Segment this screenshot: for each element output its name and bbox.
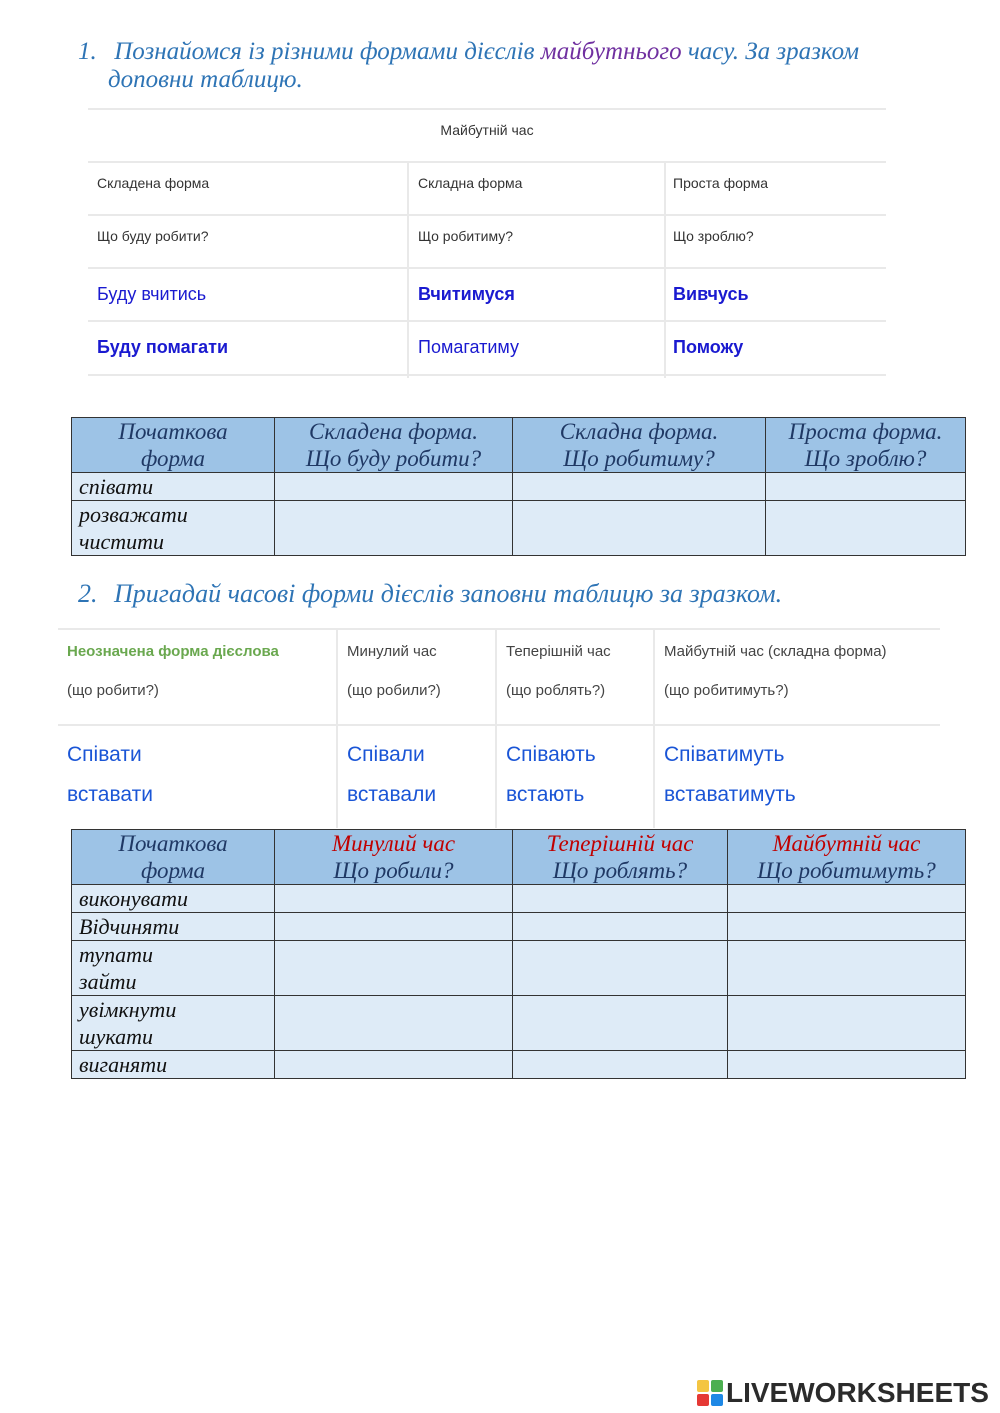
sample2-answer: Співатимуть xyxy=(664,743,785,766)
answer-input[interactable] xyxy=(513,945,727,968)
answer-input[interactable] xyxy=(275,1055,512,1078)
answer-cell[interactable] xyxy=(728,913,966,941)
sample2-vdivider xyxy=(495,628,497,828)
logo-square xyxy=(697,1380,709,1392)
task1-heading xyxy=(78,38,958,94)
sample2-header-past: Минулий час xyxy=(347,643,437,660)
sample1-vdivider xyxy=(407,161,409,378)
task2-text: Пригадай часові форми дієслів заповни таблицю за зразком. xyxy=(114,579,783,608)
sample1-divider xyxy=(88,214,886,216)
answer-cell[interactable] xyxy=(513,885,728,913)
answer-cell[interactable] xyxy=(728,996,966,1051)
answer-input[interactable] xyxy=(275,889,512,912)
sample1-answer: Буду помагати xyxy=(97,337,229,357)
liveworksheets-brand: LIVEWORKSHEETS xyxy=(726,1377,989,1408)
sample2-answer: Співати xyxy=(67,743,142,766)
answer-input[interactable] xyxy=(275,945,512,968)
answer-input[interactable] xyxy=(513,889,727,912)
answer-cell[interactable] xyxy=(728,941,966,996)
sample2-answer: вставали xyxy=(347,783,437,806)
sample1-divider xyxy=(88,267,886,269)
answer-cell[interactable] xyxy=(766,473,966,501)
sample2-answer: Співали xyxy=(347,743,425,766)
sample2-header-infinitive: Неозначена форма дієслова xyxy=(67,643,279,660)
liveworksheets-logo-icon xyxy=(697,1380,723,1406)
answer-cell[interactable] xyxy=(513,941,728,996)
answer-cell[interactable] xyxy=(275,501,513,556)
answer-cell[interactable] xyxy=(513,1051,728,1079)
task2-number: 2. xyxy=(78,579,98,608)
task1-highlight: майбутнього xyxy=(540,38,682,65)
answer-input[interactable] xyxy=(513,477,765,500)
table1-header-row xyxy=(72,418,966,473)
answer-input[interactable] xyxy=(275,505,512,528)
answer-cell[interactable] xyxy=(766,501,966,556)
answer-cell[interactable] xyxy=(275,885,513,913)
logo-square xyxy=(711,1380,723,1392)
answer-input[interactable] xyxy=(728,889,965,912)
sample1-header-compound: Складена форма xyxy=(97,175,210,191)
answer-cell[interactable] xyxy=(728,1051,966,1079)
sample2-question: (що робитимуть?) xyxy=(664,682,789,699)
answer-cell[interactable] xyxy=(275,1051,513,1079)
table1-verb: співати xyxy=(72,473,275,501)
table-row xyxy=(72,1051,966,1079)
table2-verb: виганяти xyxy=(72,1051,275,1079)
answer-input[interactable] xyxy=(513,917,727,940)
liveworksheets-logo xyxy=(697,1377,989,1409)
answer-cell[interactable] xyxy=(728,885,966,913)
sample2-divider xyxy=(58,628,940,630)
sample1-question: Що робитиму? xyxy=(418,228,514,244)
table2-header-row xyxy=(72,830,966,885)
sample1-divider xyxy=(88,374,886,376)
answer-input[interactable] xyxy=(728,945,965,968)
answer-cell[interactable] xyxy=(513,473,766,501)
answer-cell[interactable] xyxy=(275,996,513,1051)
sample1-divider xyxy=(88,161,886,163)
sample1-vdivider xyxy=(664,161,666,378)
answer-cell[interactable] xyxy=(513,913,728,941)
sample1-header-simple: Проста форма xyxy=(673,175,769,191)
sample1-divider xyxy=(88,320,886,322)
table-row xyxy=(72,473,966,501)
sample2-divider xyxy=(58,724,940,726)
sample2-answer: вставати xyxy=(67,783,153,806)
task1-text-after: часу. За зразком xyxy=(681,38,860,65)
sample1-header-complex: Складна форма xyxy=(418,175,523,191)
answer-input[interactable] xyxy=(766,505,965,528)
answer-cell[interactable] xyxy=(275,913,513,941)
table1-verb: розважати чистити xyxy=(72,501,275,556)
sample1-answer: Вивчусь xyxy=(673,284,749,304)
table2-header-initial-form: Початкова форма xyxy=(72,830,275,885)
sample-table-future-tense xyxy=(88,108,886,378)
answer-input[interactable] xyxy=(766,477,965,500)
answer-input[interactable] xyxy=(728,1000,965,1023)
answer-input[interactable] xyxy=(513,1000,727,1023)
table1-header-simple: Проста форма. Що зроблю? xyxy=(766,418,966,473)
sample2-answer: вставатимуть xyxy=(664,783,796,806)
task1-line2: доповни таблицю. xyxy=(108,66,303,93)
sample2-vdivider xyxy=(336,628,338,828)
sample1-title: Майбутній час xyxy=(440,122,534,138)
table-row xyxy=(72,885,966,913)
sample1-question: Що буду робити? xyxy=(97,228,209,244)
table1-header-complex: Складна форма. Що робитиму? xyxy=(513,418,766,473)
task2-heading xyxy=(78,580,978,608)
table2-verb: увімкнути шукати xyxy=(72,996,275,1051)
table1-header-compound: Складена форма. Що буду робити? xyxy=(275,418,513,473)
table2-header-past: Минулий час Що робили? xyxy=(275,830,513,885)
sample1-divider xyxy=(88,108,886,110)
answer-input[interactable] xyxy=(728,1055,965,1078)
answer-input[interactable] xyxy=(513,505,765,528)
sample2-header-future: Майбутній час (складна форма) xyxy=(664,643,887,660)
answer-cell[interactable] xyxy=(513,501,766,556)
table-row xyxy=(72,501,966,556)
answer-input[interactable] xyxy=(513,1055,727,1078)
sample2-question: (що робили?) xyxy=(347,682,441,699)
sample2-header-present: Теперішній час xyxy=(506,643,611,660)
table1-header-initial-form: Початкова форма xyxy=(72,418,275,473)
answer-input[interactable] xyxy=(275,1000,512,1023)
sample2-question: (що робити?) xyxy=(67,682,159,699)
table2-verb: тупати зайти xyxy=(72,941,275,996)
sample1-answer: Вчитимуся xyxy=(418,284,515,304)
table2-verb: Відчиняти xyxy=(72,913,275,941)
answer-input[interactable] xyxy=(275,917,512,940)
sample2-vdivider xyxy=(653,628,655,828)
exercise-table-1 xyxy=(71,417,966,556)
sample2-answer: Співають xyxy=(506,743,596,766)
answer-cell[interactable] xyxy=(275,941,513,996)
table-row xyxy=(72,941,966,996)
task1-text-before: Познайомся із різними формами дієслів xyxy=(114,38,541,65)
answer-cell[interactable] xyxy=(275,473,513,501)
sample1-answer: Буду вчитись xyxy=(97,284,207,304)
sample1-answer: Помагатиму xyxy=(418,337,519,357)
answer-input[interactable] xyxy=(728,917,965,940)
exercise-table-2 xyxy=(71,829,966,1079)
table-row xyxy=(72,913,966,941)
sample-table-tenses xyxy=(58,628,940,828)
table2-header-present: Теперішній час Що роблять? xyxy=(513,830,728,885)
answer-cell[interactable] xyxy=(513,996,728,1051)
logo-square xyxy=(697,1394,709,1406)
task1-number: 1. xyxy=(78,38,97,65)
table-row xyxy=(72,996,966,1051)
sample2-answer: встають xyxy=(506,783,585,806)
sample1-question: Що зроблю? xyxy=(673,228,754,244)
sample1-answer: Поможу xyxy=(673,337,744,357)
table2-verb: виконувати xyxy=(72,885,275,913)
answer-input[interactable] xyxy=(275,477,512,500)
table2-header-future: Майбутній час Що робитимуть? xyxy=(728,830,966,885)
logo-square xyxy=(711,1394,723,1406)
sample2-question: (що роблять?) xyxy=(506,682,606,699)
